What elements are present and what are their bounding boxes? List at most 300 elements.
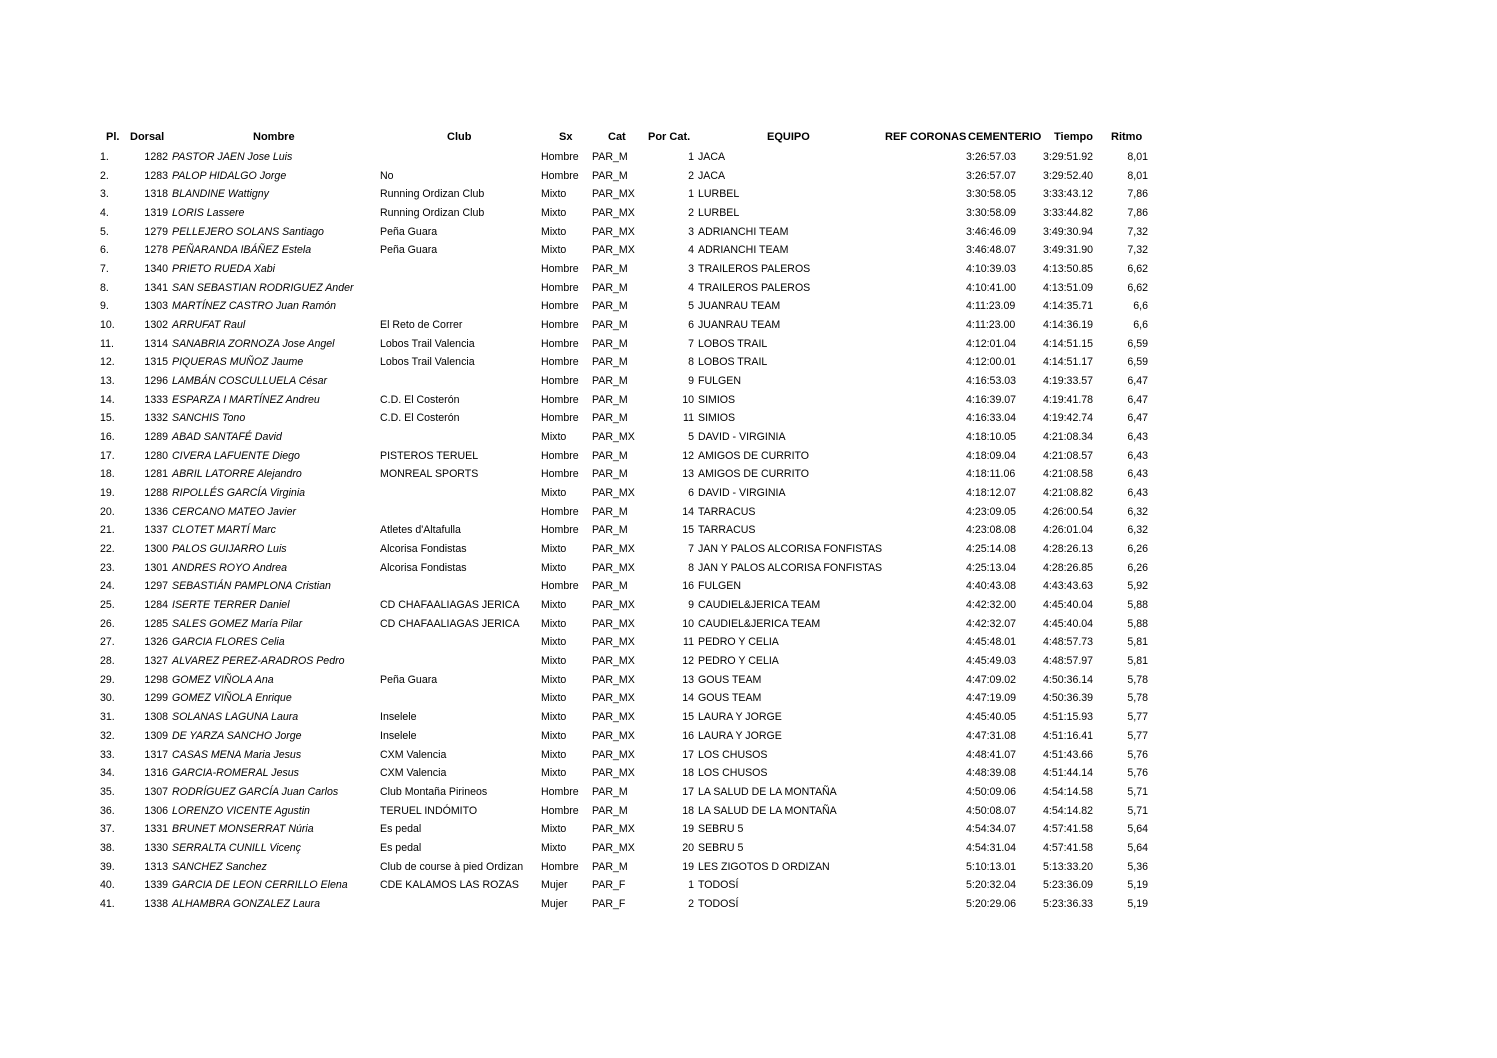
- dorsal-cell: 1279: [144, 225, 168, 238]
- category-place-cell: 13: [682, 468, 694, 481]
- table-row: [0, 316, 1497, 335]
- finish-time-cell: 4:26:01.04: [1043, 524, 1094, 537]
- category-cell: PAR_MX: [592, 655, 635, 668]
- team-cell: LOBOS TRAIL: [698, 337, 768, 350]
- dorsal-cell: 1340: [144, 263, 168, 276]
- table-row: [0, 409, 1497, 428]
- name-cell: GOMEZ VIÑOLA Ana: [172, 673, 274, 686]
- team-cell: DAVID - VIRGINIA: [698, 487, 786, 500]
- finish-time-cell: 4:57:41.58: [1043, 841, 1094, 854]
- club-cell: Peña Guara: [380, 673, 438, 686]
- category-place-cell: 6: [688, 487, 694, 500]
- category-place-cell: 16: [682, 729, 694, 742]
- club-cell: CXM Valencia: [380, 767, 447, 780]
- sex-cell: Mixto: [541, 692, 567, 705]
- table-row: [0, 465, 1497, 484]
- team-cell: LA SALUD DE LA MONTAÑA: [698, 785, 837, 798]
- table-row: [0, 559, 1497, 578]
- place-cell: 4.: [100, 207, 109, 220]
- table-row: [0, 783, 1497, 802]
- place-cell: 39.: [100, 860, 115, 873]
- name-cell: MARTÍNEZ CASTRO Juan Ramón: [172, 300, 337, 313]
- category-place-cell: 10: [682, 617, 694, 630]
- sex-cell: Hombre: [541, 860, 579, 873]
- sex-cell: Mixto: [541, 431, 567, 444]
- dorsal-cell: 1339: [144, 879, 168, 892]
- finish-time-cell: 4:13:50.85: [1043, 263, 1094, 276]
- club-cell: MONREAL SPORTS: [380, 468, 479, 481]
- team-cell: LAURA Y JORGE: [698, 729, 782, 742]
- club-cell: CXM Valencia: [380, 748, 447, 761]
- club-cell: Es pedal: [380, 823, 422, 836]
- pace-cell: 5,71: [1127, 804, 1148, 817]
- place-cell: 13.: [100, 375, 115, 388]
- finish-time-cell: 4:51:44.14: [1043, 767, 1094, 780]
- pace-cell: 6,26: [1127, 561, 1148, 574]
- category-place-cell: 16: [682, 580, 694, 593]
- table-row: [0, 708, 1497, 727]
- dorsal-cell: 1281: [144, 468, 168, 481]
- table-row: [0, 839, 1497, 858]
- cementerio-time-cell: 4:10:39.03: [966, 263, 1017, 276]
- finish-time-cell: 3:49:31.90: [1043, 244, 1094, 257]
- pace-cell: 5,76: [1127, 767, 1148, 780]
- pace-cell: 8,01: [1127, 151, 1148, 163]
- category-cell: PAR_M: [592, 393, 628, 406]
- dorsal-cell: 1318: [144, 188, 168, 201]
- place-cell: 35.: [100, 785, 115, 798]
- table-row: [0, 335, 1497, 354]
- cementerio-time-cell: 4:45:49.03: [966, 655, 1017, 668]
- dorsal-cell: 1326: [144, 636, 168, 649]
- place-cell: 36.: [100, 804, 115, 817]
- name-cell: ALVAREZ PEREZ-ARADROS Pedro: [172, 655, 345, 668]
- team-cell: LOBOS TRAIL: [698, 356, 768, 369]
- table-row: [0, 260, 1497, 279]
- category-place-cell: 17: [682, 748, 694, 761]
- category-cell: PAR_M: [592, 804, 628, 817]
- team-cell: GOUS TEAM: [698, 692, 762, 705]
- place-cell: 10.: [100, 319, 115, 332]
- category-cell: PAR_MX: [592, 431, 635, 444]
- sex-cell: Mujer: [541, 897, 568, 910]
- finish-time-cell: 4:14:51.17: [1043, 356, 1094, 369]
- category-cell: PAR_MX: [592, 729, 635, 742]
- sex-cell: Hombre: [541, 468, 579, 481]
- finish-time-cell: 4:19:33.57: [1043, 375, 1094, 388]
- category-place-cell: 12: [682, 655, 694, 668]
- club-cell: Club de course à pied Ordizan: [380, 860, 524, 873]
- category-cell: PAR_F: [592, 879, 626, 892]
- club-cell: Peña Guara: [380, 244, 438, 257]
- name-cell: PALOS GUIJARRO Luis: [172, 543, 287, 556]
- table-row: [0, 185, 1497, 204]
- category-place-cell: 14: [682, 505, 694, 518]
- pace-cell: 8,01: [1127, 169, 1148, 182]
- cementerio-time-cell: 4:10:41.00: [966, 281, 1017, 294]
- cementerio-time-cell: 4:48:39.08: [966, 767, 1017, 780]
- table-row: [0, 447, 1497, 466]
- category-place-cell: 14: [682, 692, 694, 705]
- sex-cell: Hombre: [541, 281, 579, 294]
- finish-time-cell: 4:26:00.54: [1043, 505, 1094, 518]
- cementerio-time-cell: 3:46:46.09: [966, 225, 1017, 238]
- team-cell: ADRIANCHI TEAM: [698, 225, 789, 238]
- category-cell: PAR_M: [592, 263, 628, 276]
- cementerio-time-cell: 4:18:09.04: [966, 449, 1017, 462]
- category-place-cell: 3: [688, 263, 694, 276]
- results-table: [0, 128, 1497, 914]
- category-cell: PAR_MX: [592, 711, 635, 724]
- team-cell: ADRIANCHI TEAM: [698, 244, 789, 257]
- category-place-cell: 10: [682, 393, 694, 406]
- category-place-cell: 5: [688, 300, 694, 313]
- name-cell: ANDRES ROYO Andrea: [172, 561, 287, 574]
- team-cell: DAVID - VIRGINIA: [698, 431, 786, 444]
- finish-time-cell: 3:49:30.94: [1043, 225, 1094, 238]
- team-cell: SIMIOS: [698, 393, 736, 406]
- pace-cell: 6,43: [1127, 468, 1148, 481]
- finish-time-cell: 4:51:15.93: [1043, 711, 1094, 724]
- finish-time-cell: 3:29:52.40: [1043, 169, 1094, 182]
- club-cell: Inselele: [380, 729, 417, 742]
- place-cell: 29.: [100, 673, 115, 686]
- sex-cell: Mixto: [541, 599, 567, 612]
- pace-cell: 6,47: [1127, 375, 1148, 388]
- place-cell: 11.: [100, 337, 114, 350]
- team-cell: LES ZIGOTOS D ORDIZAN: [698, 860, 830, 873]
- category-cell: PAR_M: [592, 580, 628, 593]
- category-place-cell: 20: [682, 841, 694, 854]
- pace-cell: 5,78: [1127, 673, 1148, 686]
- category-place-cell: 13: [682, 673, 694, 686]
- dorsal-cell: 1314: [144, 337, 168, 350]
- team-cell: FULGEN: [698, 375, 741, 388]
- place-cell: 12.: [100, 356, 115, 369]
- pace-cell: 7,32: [1127, 225, 1148, 238]
- team-cell: AMIGOS DE CURRITO: [698, 449, 810, 462]
- cementerio-time-cell: 4:11:23.09: [966, 300, 1016, 313]
- finish-time-cell: 4:50:36.39: [1043, 692, 1094, 705]
- place-cell: 38.: [100, 841, 115, 854]
- name-cell: SALES GOMEZ María Pilar: [172, 617, 303, 630]
- finish-time-cell: 4:48:57.97: [1043, 655, 1094, 668]
- dorsal-cell: 1300: [144, 543, 168, 556]
- name-cell: PALOP HIDALGO Jorge: [172, 169, 287, 182]
- cementerio-time-cell: 4:16:33.04: [966, 412, 1017, 425]
- team-cell: SIMIOS: [698, 412, 736, 425]
- header-cementerio: CEMENTERIO: [968, 131, 1042, 143]
- dorsal-cell: 1298: [144, 673, 168, 686]
- table-row: [0, 577, 1497, 596]
- sex-cell: Mixto: [541, 225, 567, 238]
- category-place-cell: 19: [682, 823, 694, 836]
- cementerio-time-cell: 3:26:57.03: [966, 151, 1017, 163]
- team-cell: TRAILEROS PALEROS: [698, 281, 811, 294]
- sex-cell: Mixto: [541, 841, 567, 854]
- team-cell: JACA: [698, 151, 726, 163]
- category-place-cell: 2: [688, 897, 694, 910]
- category-place-cell: 9: [688, 375, 694, 388]
- dorsal-cell: 1303: [144, 300, 168, 313]
- finish-time-cell: 4:14:35.71: [1043, 300, 1094, 313]
- name-cell: LORENZO VICENTE Agustin: [172, 804, 310, 817]
- sex-cell: Mujer: [541, 879, 568, 892]
- category-place-cell: 18: [682, 804, 694, 817]
- header-dorsal: Dorsal: [130, 131, 165, 143]
- category-place-cell: 2: [688, 169, 694, 182]
- category-cell: PAR_MX: [592, 767, 635, 780]
- club-cell: Peña Guara: [380, 225, 438, 238]
- table-body: [0, 148, 1497, 914]
- finish-time-cell: 4:57:41.58: [1043, 823, 1094, 836]
- finish-time-cell: 4:14:36.19: [1043, 319, 1094, 332]
- category-cell: PAR_MX: [592, 841, 635, 854]
- place-cell: 8.: [100, 281, 109, 294]
- dorsal-cell: 1282: [144, 151, 168, 163]
- cementerio-time-cell: 4:47:09.02: [966, 673, 1017, 686]
- place-cell: 1.: [100, 151, 109, 163]
- cementerio-time-cell: 4:11:23.00: [966, 319, 1016, 332]
- name-cell: GARCIA FLORES Celia: [172, 636, 285, 649]
- table-row: [0, 858, 1497, 877]
- dorsal-cell: 1313: [144, 860, 168, 873]
- club-cell: Es pedal: [380, 841, 422, 854]
- cementerio-time-cell: 4:50:08.07: [966, 804, 1017, 817]
- pace-cell: 5,36: [1127, 860, 1148, 873]
- pace-cell: 5,71: [1127, 785, 1148, 798]
- team-cell: AMIGOS DE CURRITO: [698, 468, 810, 481]
- team-cell: SEBRU 5: [698, 823, 744, 836]
- sex-cell: Hombre: [541, 449, 579, 462]
- finish-time-cell: 4:28:26.13: [1043, 543, 1094, 556]
- team-cell: TARRACUS: [698, 505, 756, 518]
- cementerio-time-cell: 4:18:11.06: [966, 468, 1016, 481]
- club-cell: Club Montaña Pirineos: [380, 785, 488, 798]
- dorsal-cell: 1280: [144, 449, 168, 462]
- pace-cell: 6,6: [1133, 300, 1148, 313]
- name-cell: LAMBÁN COSCULLUELA César: [172, 375, 328, 388]
- table-row: [0, 279, 1497, 298]
- place-cell: 32.: [100, 729, 115, 742]
- category-cell: PAR_MX: [592, 617, 635, 630]
- table-row: [0, 521, 1497, 540]
- place-cell: 15.: [100, 412, 115, 425]
- category-cell: PAR_M: [592, 337, 628, 350]
- dorsal-cell: 1341: [144, 281, 168, 294]
- team-cell: GOUS TEAM: [698, 673, 762, 686]
- table-row: [0, 372, 1497, 391]
- table-row: [0, 297, 1497, 316]
- place-cell: 20.: [100, 505, 115, 518]
- name-cell: SERRALTA CUNILL Vicenç: [172, 841, 301, 854]
- sex-cell: Mixto: [541, 729, 567, 742]
- dorsal-cell: 1327: [144, 655, 168, 668]
- finish-time-cell: 4:51:16.41: [1043, 729, 1094, 742]
- team-cell: JUANRAU TEAM: [698, 300, 781, 313]
- table-row: [0, 802, 1497, 821]
- place-cell: 6.: [100, 244, 109, 257]
- finish-time-cell: 4:13:51.09: [1043, 281, 1094, 294]
- name-cell: ISERTE TERRER Daniel: [172, 599, 290, 612]
- team-cell: JAN Y PALOS ALCORISA FONFISTAS: [698, 561, 883, 574]
- cementerio-time-cell: 3:30:58.09: [966, 207, 1017, 220]
- cementerio-time-cell: 4:25:14.08: [966, 543, 1017, 556]
- dorsal-cell: 1316: [144, 767, 168, 780]
- category-place-cell: 1: [688, 188, 694, 201]
- table-row: [0, 895, 1497, 914]
- finish-time-cell: 4:19:42.74: [1043, 412, 1094, 425]
- finish-time-cell: 4:43:43.63: [1043, 580, 1094, 593]
- name-cell: SANABRIA ZORNOZA Jose Angel: [172, 337, 335, 350]
- place-cell: 23.: [100, 561, 115, 574]
- name-cell: ALHAMBRA GONZALEZ Laura: [172, 897, 320, 910]
- name-cell: PIQUERAS MUÑOZ Jaume: [172, 356, 304, 369]
- cementerio-time-cell: 4:12:01.04: [966, 337, 1017, 350]
- place-cell: 24.: [100, 580, 115, 593]
- cementerio-time-cell: 5:20:32.04: [966, 879, 1017, 892]
- pace-cell: 6,26: [1127, 543, 1148, 556]
- table-row: [0, 820, 1497, 839]
- category-cell: PAR_M: [592, 151, 628, 163]
- club-cell: Lobos Trail Valencia: [380, 337, 475, 350]
- cementerio-time-cell: 4:48:41.07: [966, 748, 1017, 761]
- dorsal-cell: 1296: [144, 375, 168, 388]
- place-cell: 31.: [100, 711, 115, 724]
- name-cell: SOLANAS LAGUNA Laura: [172, 711, 299, 724]
- header-cat: Cat: [608, 131, 626, 143]
- finish-time-cell: 5:13:33.20: [1043, 860, 1094, 873]
- category-cell: PAR_MX: [592, 748, 635, 761]
- dorsal-cell: 1299: [144, 692, 168, 705]
- name-cell: DE YARZA SANCHO Jorge: [172, 729, 302, 742]
- table-row: [0, 633, 1497, 652]
- finish-time-cell: 3:33:44.82: [1043, 207, 1094, 220]
- category-place-cell: 11: [683, 412, 694, 425]
- name-cell: RIPOLLÉS GARCÍA Virginia: [172, 487, 306, 500]
- team-cell: JACA: [698, 169, 726, 182]
- cementerio-time-cell: 3:30:58.05: [966, 188, 1017, 201]
- team-cell: SEBRU 5: [698, 841, 744, 854]
- team-cell: LOS CHUSOS: [698, 748, 768, 761]
- team-cell: JAN Y PALOS ALCORISA FONFISTAS: [698, 543, 883, 556]
- table-row: [0, 223, 1497, 242]
- pace-cell: 6,6: [1133, 319, 1148, 332]
- cementerio-time-cell: 4:42:32.00: [966, 599, 1017, 612]
- team-cell: LA SALUD DE LA MONTAÑA: [698, 804, 837, 817]
- dorsal-cell: 1306: [144, 804, 168, 817]
- sex-cell: Hombre: [541, 375, 579, 388]
- sex-cell: Hombre: [541, 319, 579, 332]
- sex-cell: Hombre: [541, 785, 579, 798]
- place-cell: 2.: [100, 169, 109, 182]
- place-cell: 21.: [100, 524, 115, 537]
- sex-cell: Hombre: [541, 263, 579, 276]
- team-cell: TODOSÍ: [698, 897, 739, 910]
- category-cell: PAR_M: [592, 375, 628, 388]
- category-place-cell: 1: [688, 879, 694, 892]
- pace-cell: 6,43: [1127, 487, 1148, 500]
- dorsal-cell: 1283: [144, 169, 168, 182]
- place-cell: 5.: [100, 225, 109, 238]
- cementerio-time-cell: 4:54:34.07: [966, 823, 1017, 836]
- cementerio-time-cell: 4:45:40.05: [966, 711, 1017, 724]
- name-cell: ABRIL LATORRE Alejandro: [172, 468, 302, 481]
- dorsal-cell: 1278: [144, 244, 168, 257]
- finish-time-cell: 4:51:43.66: [1043, 748, 1094, 761]
- club-cell: CDE KALAMOS LAS ROZAS: [380, 879, 519, 892]
- pace-cell: 5,77: [1127, 711, 1148, 724]
- finish-time-cell: 4:54:14.82: [1043, 804, 1094, 817]
- category-cell: PAR_MX: [592, 673, 635, 686]
- category-place-cell: 19: [682, 860, 694, 873]
- pace-cell: 6,43: [1127, 449, 1148, 462]
- cementerio-time-cell: 5:20:29.06: [966, 897, 1017, 910]
- header-sx: Sx: [559, 131, 573, 143]
- dorsal-cell: 1301: [144, 561, 168, 574]
- cementerio-time-cell: 3:46:48.07: [966, 244, 1017, 257]
- place-cell: 18.: [100, 468, 115, 481]
- place-cell: 27.: [100, 636, 115, 649]
- place-cell: 40.: [100, 879, 115, 892]
- finish-time-cell: 5:23:36.33: [1043, 897, 1094, 910]
- table-row: [0, 503, 1497, 522]
- place-cell: 16.: [100, 431, 115, 444]
- header-club: Club: [447, 131, 472, 143]
- name-cell: PASTOR JAEN Jose Luis: [172, 151, 293, 163]
- sex-cell: Mixto: [541, 244, 567, 257]
- dorsal-cell: 1285: [144, 617, 168, 630]
- finish-time-cell: 4:21:08.82: [1043, 487, 1094, 500]
- place-cell: 19.: [100, 487, 115, 500]
- dorsal-cell: 1315: [144, 356, 168, 369]
- category-place-cell: 8: [688, 561, 694, 574]
- header-ritmo: Ritmo: [1111, 131, 1143, 143]
- category-cell: PAR_M: [592, 412, 628, 425]
- sex-cell: Mixto: [541, 207, 567, 220]
- finish-time-cell: 4:54:14.58: [1043, 785, 1094, 798]
- club-cell: C.D. El Costerón: [380, 393, 460, 406]
- cementerio-time-cell: 4:42:32.07: [966, 617, 1017, 630]
- category-cell: PAR_MX: [592, 543, 635, 556]
- table-row: [0, 596, 1497, 615]
- dorsal-cell: 1337: [144, 524, 168, 537]
- category-cell: PAR_MX: [592, 188, 635, 201]
- category-place-cell: 5: [688, 431, 694, 444]
- cementerio-time-cell: 4:50:09.06: [966, 785, 1017, 798]
- category-place-cell: 11: [683, 636, 694, 649]
- team-cell: LURBEL: [698, 188, 740, 201]
- category-cell: PAR_M: [592, 524, 628, 537]
- finish-time-cell: 5:23:36.09: [1043, 879, 1094, 892]
- category-cell: PAR_M: [592, 300, 628, 313]
- dorsal-cell: 1338: [144, 897, 168, 910]
- name-cell: GOMEZ VIÑOLA Enrique: [172, 692, 292, 705]
- category-cell: PAR_M: [592, 356, 628, 369]
- header-tiempo: Tiempo: [1054, 131, 1093, 143]
- finish-time-cell: 4:21:08.57: [1043, 449, 1094, 462]
- category-cell: PAR_M: [592, 468, 628, 481]
- finish-time-cell: 3:33:43.12: [1043, 188, 1094, 201]
- sex-cell: Hombre: [541, 151, 579, 163]
- name-cell: LORIS Lassere: [172, 207, 245, 220]
- category-cell: PAR_M: [592, 169, 628, 182]
- team-cell: LAURA Y JORGE: [698, 711, 782, 724]
- cementerio-time-cell: 4:18:10.05: [966, 431, 1017, 444]
- sex-cell: Hombre: [541, 393, 579, 406]
- table-row: [0, 353, 1497, 372]
- name-cell: PEÑARANDA IBÁÑEZ Estela: [172, 244, 312, 257]
